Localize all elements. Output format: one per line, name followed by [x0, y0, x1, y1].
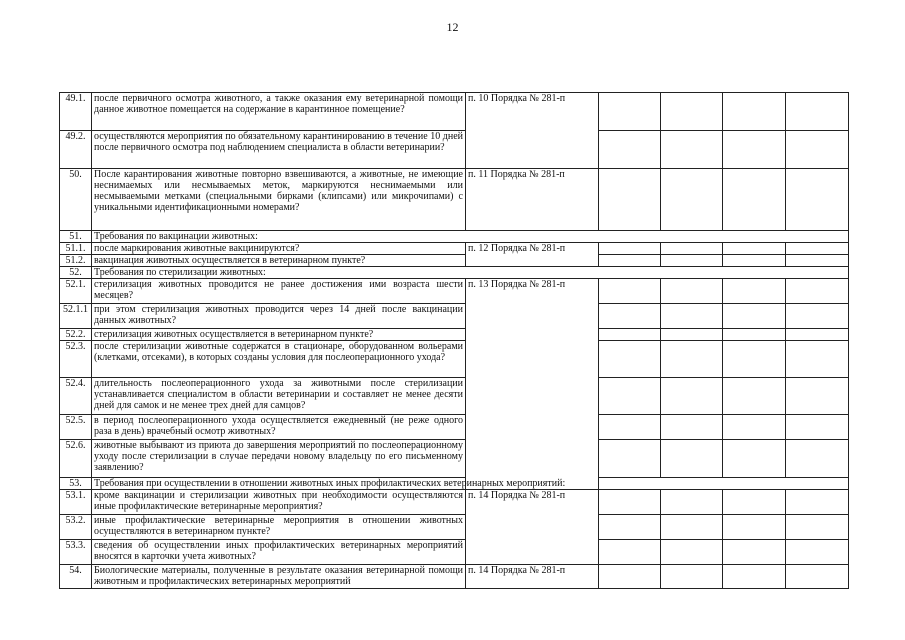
row-number: 52.4. [60, 378, 92, 415]
answer-cell-yes[interactable] [599, 565, 661, 589]
answer-cell-yes[interactable] [599, 243, 661, 255]
answer-cell-na[interactable] [723, 279, 786, 304]
notes-cell[interactable] [786, 304, 849, 329]
answer-cell-no[interactable] [661, 515, 723, 540]
requirement-text: животные выбывают из приюта до завершения мероприятий по послеоперационному уходу после стерилизации в случае передачи новому владельцу по его письменному заявлению? [92, 440, 466, 478]
answer-cell-na[interactable] [723, 565, 786, 589]
requirement-text: при этом стерилизация животных проводится через 14 дней после вакцинации данных животных? [92, 304, 466, 329]
row-number: 52.1. [60, 279, 92, 304]
answer-cell-no[interactable] [661, 131, 723, 169]
legal-reference: п. 14 Порядка № 281-п [466, 490, 599, 565]
row-number: 53.3. [60, 540, 92, 565]
row-number: 50. [60, 169, 92, 231]
notes-cell[interactable] [786, 329, 849, 341]
legal-reference: п. 11 Порядка № 281-п [466, 169, 599, 231]
notes-cell[interactable] [786, 490, 849, 515]
row-number: 51.2. [60, 255, 92, 267]
answer-cell-na[interactable] [723, 440, 786, 478]
row-number: 49.2. [60, 131, 92, 169]
notes-cell[interactable] [786, 131, 849, 169]
requirement-text: После карантирования животные повторно взвешиваются, а животные, не имеющие неснимаемых или несмываемых меток, маркируются неснимаемыми или несмываемыми метками (специальными бирками (клипсами) или микрочипами) с уникальными идентификационными номерами? [92, 169, 466, 231]
table-row [60, 378, 849, 415]
answer-cell-na[interactable] [723, 341, 786, 378]
section-heading: Требования по стерилизации животных: [92, 267, 849, 279]
row-number: 52.6. [60, 440, 92, 478]
answer-cell-yes[interactable] [599, 279, 661, 304]
row-number: 54. [60, 565, 92, 589]
row-number: 52.5. [60, 415, 92, 440]
answer-cell-yes[interactable] [599, 93, 661, 131]
table-row [60, 415, 849, 440]
answer-cell-na[interactable] [723, 255, 786, 267]
table-row [60, 243, 849, 255]
requirement-text: стерилизация животных проводится не ранее достижения ими возраста шести месяцев? [92, 279, 466, 304]
table-row [60, 329, 849, 341]
table-row [60, 515, 849, 540]
answer-cell-na[interactable] [723, 490, 786, 515]
answer-cell-na[interactable] [723, 243, 786, 255]
answer-cell-no[interactable] [661, 304, 723, 329]
notes-cell[interactable] [786, 341, 849, 378]
notes-cell[interactable] [786, 243, 849, 255]
row-number: 52.3. [60, 341, 92, 378]
answer-cell-no[interactable] [661, 169, 723, 231]
answer-cell-na[interactable] [723, 169, 786, 231]
answer-cell-na[interactable] [723, 93, 786, 131]
legal-reference: п. 14 Порядка № 281-п [466, 565, 599, 589]
answer-cell-yes[interactable] [599, 515, 661, 540]
answer-cell-no[interactable] [661, 540, 723, 565]
legal-reference: п. 13 Порядка № 281-п [466, 279, 599, 490]
section-row [60, 231, 849, 243]
requirement-text: сведения об осуществлении иных профилактических ветеринарных мероприятий вносятся в карточки учета животных? [92, 540, 466, 565]
table-row [60, 131, 849, 169]
answer-cell-na[interactable] [723, 304, 786, 329]
answer-cell-yes[interactable] [599, 341, 661, 378]
requirement-text: иные профилактические ветеринарные мероприятия в отношении животных осуществляются в ветеринарном пункте? [92, 515, 466, 540]
table-row [60, 304, 849, 329]
answer-cell-na[interactable] [723, 540, 786, 565]
row-number: 49.1. [60, 93, 92, 131]
notes-cell[interactable] [786, 515, 849, 540]
table-row [60, 440, 849, 478]
notes-cell[interactable] [786, 93, 849, 131]
table-row [60, 490, 849, 515]
requirement-text: Биологические материалы, полученные в результате оказания ветеринарной помощи животным и профилактических ветеринарных мероприятий [92, 565, 466, 589]
notes-cell[interactable] [786, 565, 849, 589]
row-number: 52. [60, 267, 92, 279]
section-heading: Требования при осуществлении в отношении животных иных профилактических ветеринарных мероприятий: [92, 478, 849, 490]
row-number: 52.2. [60, 329, 92, 341]
table-row [60, 565, 849, 589]
answer-cell-na[interactable] [723, 415, 786, 440]
notes-cell[interactable] [786, 540, 849, 565]
answer-cell-yes[interactable] [599, 540, 661, 565]
notes-cell[interactable] [786, 378, 849, 415]
answer-cell-no[interactable] [661, 415, 723, 440]
answer-cell-na[interactable] [723, 329, 786, 341]
requirement-text: после первичного осмотра животного, а также оказания ему ветеринарной помощи данное животное помещается на содержание в карантинное помещение? [92, 93, 466, 131]
notes-cell[interactable] [786, 415, 849, 440]
row-number: 51.1. [60, 243, 92, 255]
answer-cell-yes[interactable] [599, 378, 661, 415]
row-number: 51. [60, 231, 92, 243]
answer-cell-no[interactable] [661, 255, 723, 267]
answer-cell-na[interactable] [723, 378, 786, 415]
table-row [60, 540, 849, 565]
legal-reference: п. 10 Порядка № 281-п [466, 93, 599, 169]
row-number: 52.1.1 [60, 304, 92, 329]
table-row [60, 93, 849, 131]
table-row [60, 255, 849, 267]
answer-cell-no[interactable] [661, 490, 723, 515]
answer-cell-yes[interactable] [599, 131, 661, 169]
answer-cell-yes[interactable] [599, 415, 661, 440]
row-number: 53.1. [60, 490, 92, 515]
legal-reference: п. 12 Порядка № 281-п [466, 243, 599, 267]
section-row [60, 267, 849, 279]
answer-cell-yes[interactable] [599, 490, 661, 515]
requirement-text: после маркирования животные вакцинируются? [92, 243, 466, 255]
page-number: 12 [446, 20, 459, 34]
table-row [60, 279, 849, 304]
notes-cell[interactable] [786, 440, 849, 478]
notes-cell[interactable] [786, 279, 849, 304]
answer-cell-yes[interactable] [599, 255, 661, 267]
row-number: 53.2. [60, 515, 92, 540]
answer-cell-no[interactable] [661, 378, 723, 415]
answer-cell-no[interactable] [661, 329, 723, 341]
answer-cell-no[interactable] [661, 341, 723, 378]
table-row [60, 341, 849, 378]
requirement-text: вакцинация животных осуществляется в ветеринарном пункте? [92, 255, 466, 267]
table-row [60, 169, 849, 231]
notes-cell[interactable] [786, 255, 849, 267]
notes-cell[interactable] [786, 169, 849, 231]
answer-cell-no[interactable] [661, 440, 723, 478]
requirement-text: стерилизация животных осуществляется в ветеринарном пункте? [92, 329, 466, 341]
row-number: 53. [60, 478, 92, 490]
answer-cell-na[interactable] [723, 515, 786, 540]
section-row [60, 478, 849, 490]
requirement-text: в период послеоперационного ухода осуществляется ежедневный (не реже одного раза в день) врачебный осмотр животных? [92, 415, 466, 440]
answer-cell-yes[interactable] [599, 169, 661, 231]
answer-cell-no[interactable] [661, 93, 723, 131]
answer-cell-no[interactable] [661, 565, 723, 589]
requirement-text: длительность послеоперационного ухода за животными после стерилизации устанавливается специалистом в области ветеринарии и составляет не менее десяти дней для самок и не менее трех дней для самцов? [92, 378, 466, 415]
answer-cell-yes[interactable] [599, 440, 661, 478]
answer-cell-na[interactable] [723, 131, 786, 169]
requirement-text: кроме вакцинации и стерилизации животных при необходимости осуществляются иные профилактические ветеринарные мероприятия? [92, 490, 466, 515]
answer-cell-no[interactable] [661, 279, 723, 304]
checklist-table [59, 92, 849, 589]
answer-cell-no[interactable] [661, 243, 723, 255]
requirement-text: после стерилизации животные содержатся в стационаре, оборудованном вольерами (клетками, отсеками), в которых созданы условия для послеоперационного ухода? [92, 341, 466, 378]
answer-cell-yes[interactable] [599, 329, 661, 341]
section-heading: Требования по вакцинации животных: [92, 231, 849, 243]
answer-cell-yes[interactable] [599, 304, 661, 329]
requirement-text: осуществляются мероприятия по обязательному карантинированию в течение 10 дней после первичного осмотра под наблюдением специалиста в области ветеринарии? [92, 131, 466, 169]
